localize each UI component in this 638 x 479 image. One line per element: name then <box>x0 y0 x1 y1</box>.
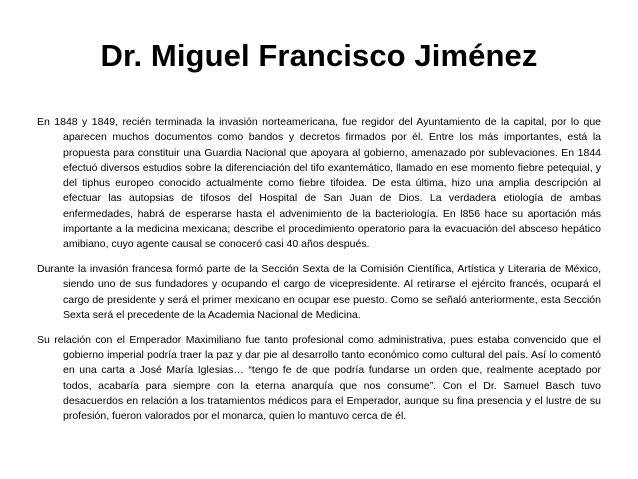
paragraph-invasion-francesa: Durante la invasión francesa formó parte de la Sección Sexta de la Comisión Científica, Artística y Literaria de México, siendo uno de sus fundadores y ocupando el cargo de vicepresidente. Al retirarse el ejército francés, ocupará el cargo de presidente y será el primer mexicano en ocupar ese puesto. Como se señaló anteriormente, esta Sección Sexta será el precedente de la Academia Nacional de Medicina. <box>37 263 601 322</box>
slide-body <box>37 115 601 434</box>
paragraph-maximiliano: Su relación con el Emperador Maximiliano fue tanto profesional como administrativa, pues estaba convencido que el gobierno imperial podría traer la paz y dar pie al desarrollo tanto económico como cultural del país. Así lo comentó en una carta a José María Iglesias… “tengo fe de que podría fundarse un orden que, realmente aceptado por todos, acabaría para siempre con la eterna anarquía que nos consume”. Con el Dr. Samuel Basch tuvo desacuerdos en relación a los tratamientos médicos para el Emperador, aunque su fina presencia y el lustre de su profesión, fueron valorados por el monarca, quien lo mantuvo cerca de él. <box>37 333 601 423</box>
paragraph-regidor: En 1848 y 1849, recién terminada la invasión norteamericana, fue regidor del Ayuntamiento de la capital, por lo que aparecen muchos documentos como bandos y decretos firmados por él. Entre los más importantes, está la propuesta para constituir una Guardia Nacional que apoyara al gobierno, amenazado por sublevaciones. En 1844 efectuó diversos estudios sobre la diferenciación del tifo exantemático, llamado en ese momento fiebre petequial, y del tiphus europeo conocido actualmente como fiebre tifoidea. De esta última, hizo una amplia descripción al efectuar las autopsias de tifosos del Hospital de San Juan de Dios. La verdadera etiología de ambas enfermedades, habrá de esperarse hasta el advenimiento de la bacteriología. En l856 hace su aportación más importante a la medicina mexicana; describe el procedimiento operatorio para la evacuación del absceso hepático amibiano, cuyo agente causal se conoceró casi 40 años después. <box>37 116 601 251</box>
slide-title: Dr. Miguel Francisco Jiménez <box>100 38 538 73</box>
